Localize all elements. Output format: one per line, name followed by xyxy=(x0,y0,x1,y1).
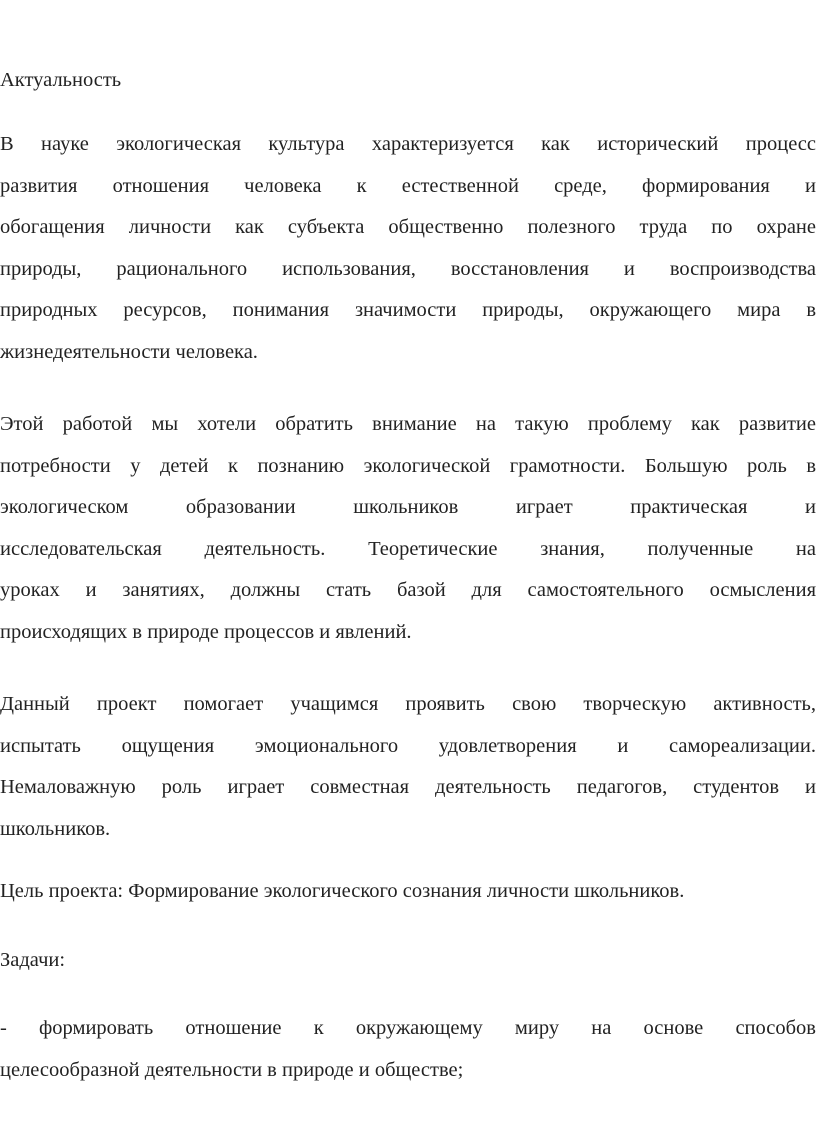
paragraph-line: испытать ощущения эмоционального удовлетворения и самореализации. xyxy=(0,734,816,757)
paragraph-line: Этой работой мы хотели обратить внимание на такую проблему как развитие xyxy=(0,413,816,435)
paragraph-line: обогащения личности как субъекта общественно полезного труда по охране xyxy=(0,216,816,238)
paragraph-line: уроках и занятиях, должны стать базой для самостоятельного осмысления xyxy=(0,579,816,601)
paragraph-line: происходящих в природе процессов и явлений. xyxy=(0,620,412,643)
tasks-heading: Задачи: xyxy=(0,949,66,971)
paragraph-line: школьников. xyxy=(0,817,111,840)
paragraph-line: экологическом образовании школьников играет практическая и xyxy=(0,496,816,518)
paragraph-line: В науке экологическая культура характеризуется как исторический процесс xyxy=(0,133,816,155)
paragraph-line: исследовательская деятельность. Теоретические знания, полученные на xyxy=(0,537,816,560)
paragraph-work-purpose xyxy=(0,404,816,653)
paragraph-line: потребности у детей к познанию экологической грамотности. Большую роль в xyxy=(0,454,816,477)
section-heading: Актуальность xyxy=(0,69,122,91)
paragraph-line: Данный проект помогает учащимся проявить свою творческую активность, xyxy=(0,693,816,715)
project-goal: Цель проекта: Формирование экологического сознания личности школьников. xyxy=(0,880,685,902)
paragraph-line: природных ресурсов, понимания значимости природы, окружающего мира в xyxy=(0,299,816,321)
paragraph-line: жизнедеятельности человека. xyxy=(0,340,258,363)
paragraph-line: развития отношения человека к естественной среде, формирования и xyxy=(0,174,816,197)
paragraph-project-description xyxy=(0,684,816,850)
paragraph-line: Немаловажную роль играет совместная деятельность педагогов, студентов и xyxy=(0,776,816,798)
paragraph-line: - формировать отношение к окружающему миру на основе способов xyxy=(0,1017,816,1039)
paragraph-line: природы, рационального использования, восстановления и воспроизводства xyxy=(0,257,816,280)
paragraph-line: целесообразной деятельности в природе и обществе; xyxy=(0,1058,464,1081)
paragraph-relevance xyxy=(0,124,816,373)
task-item xyxy=(0,1008,816,1091)
